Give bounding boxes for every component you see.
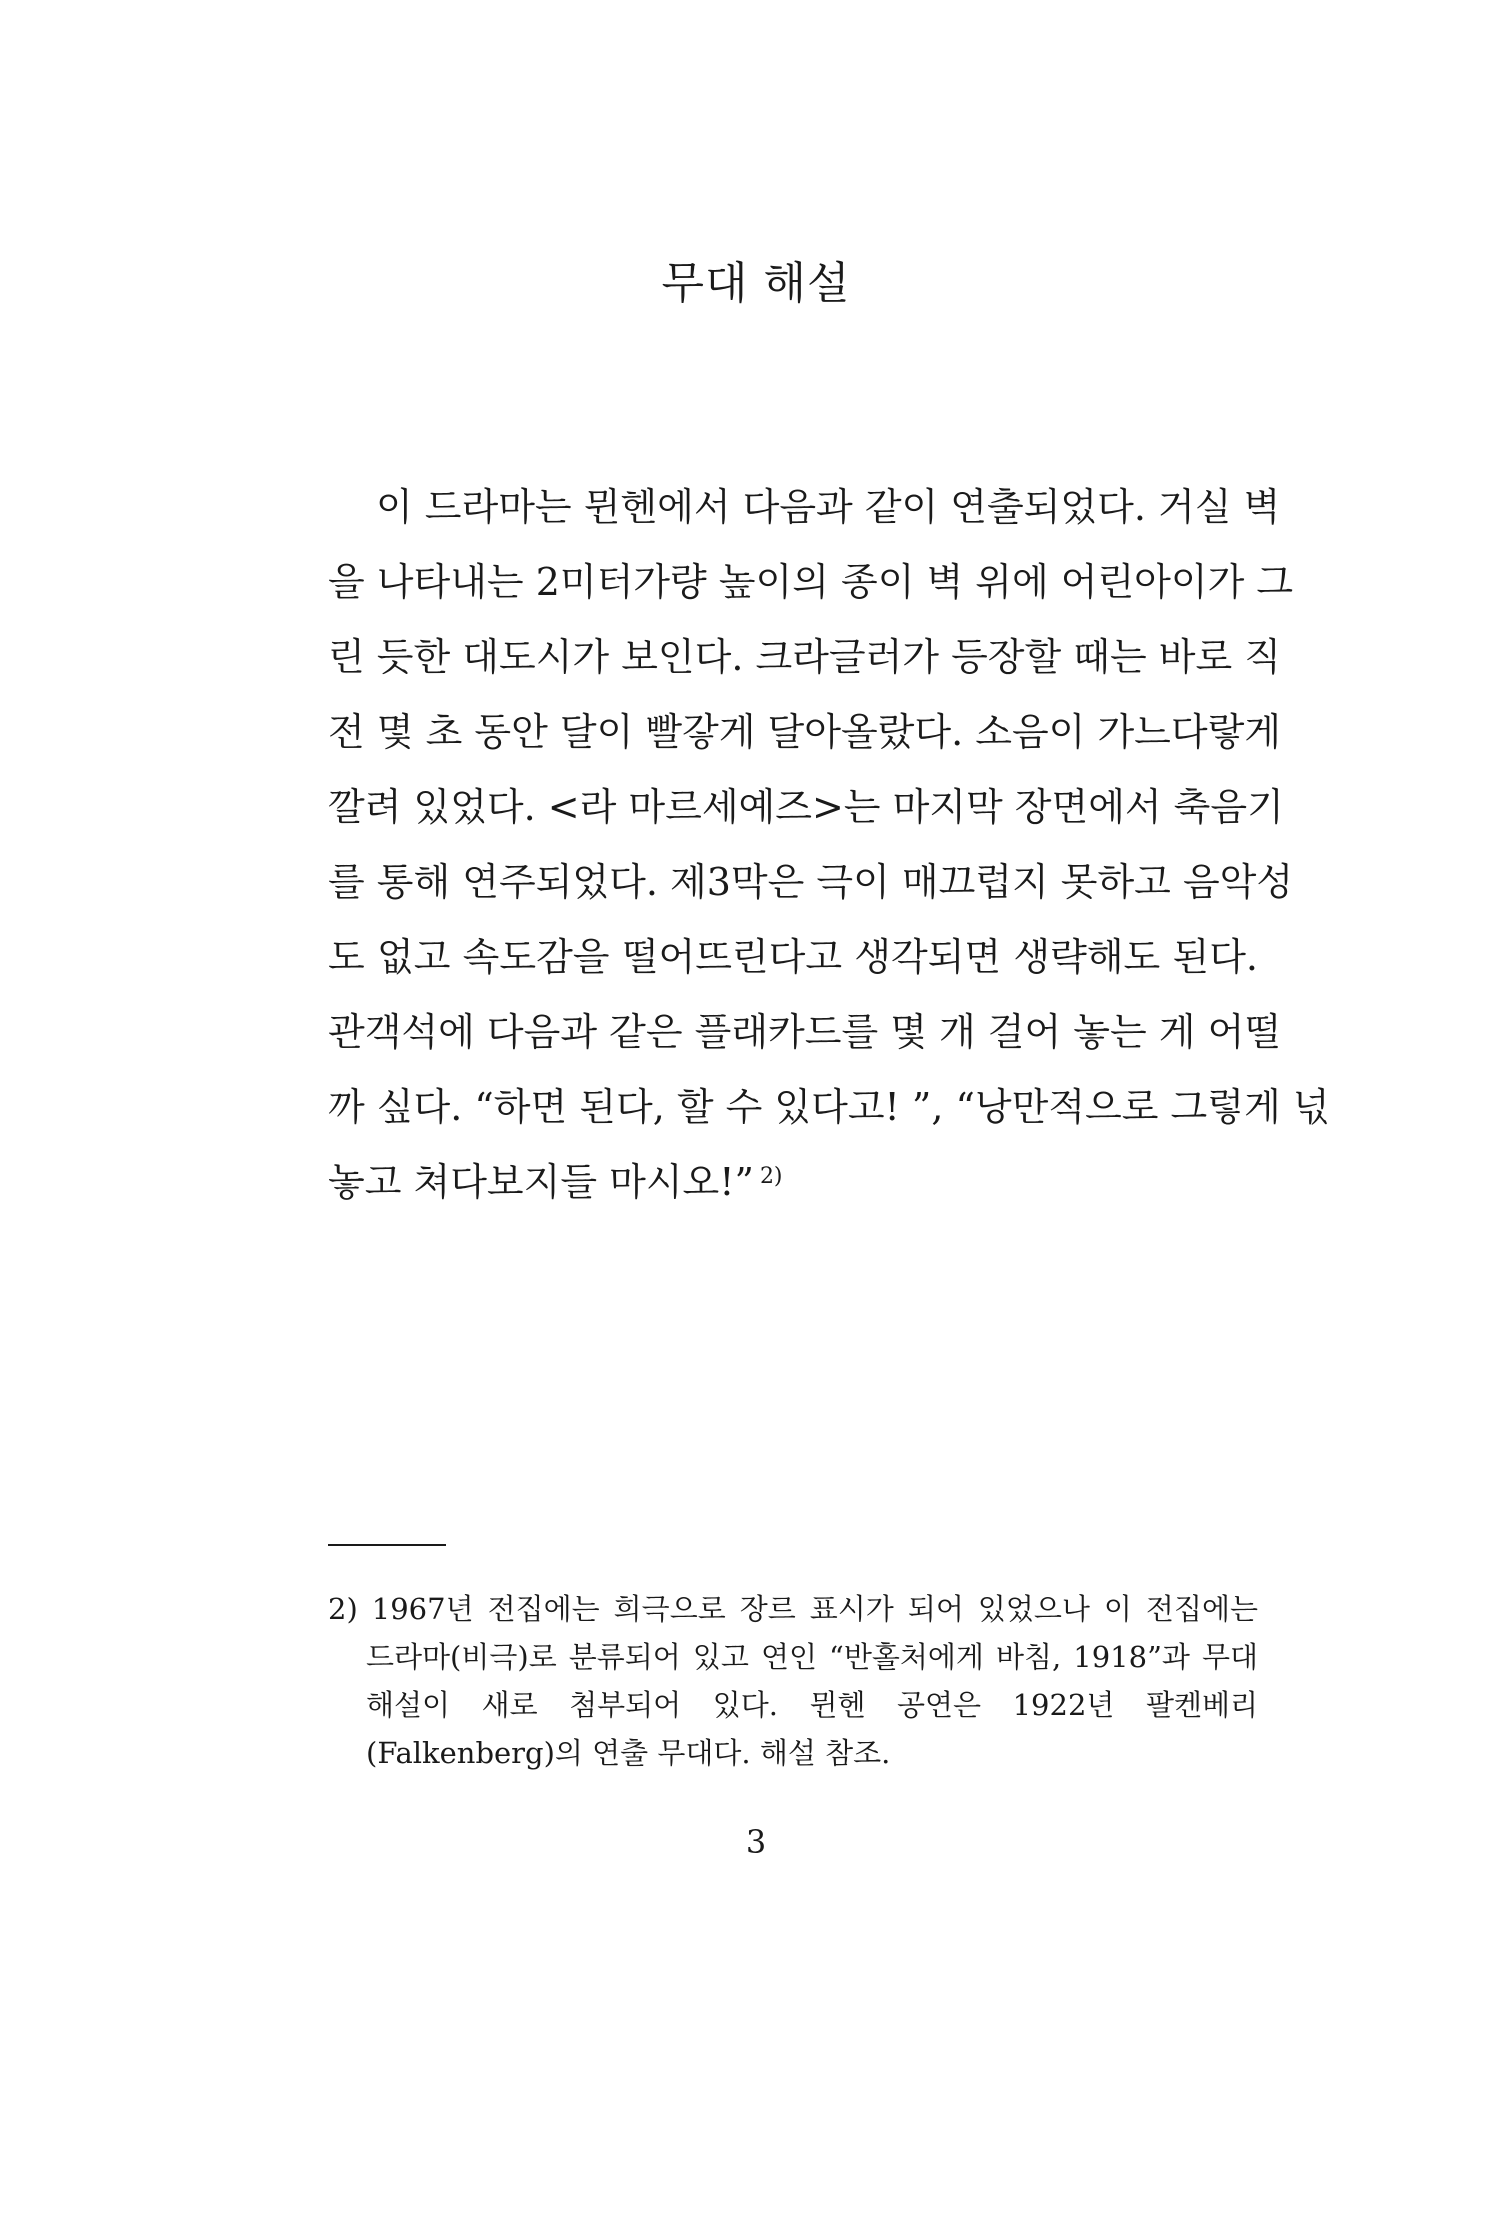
body-line: 린 듯한 대도시가 보인다. 크라글러가 등장할 때는 바로 직 (328, 635, 1281, 679)
footnote-divider (328, 1544, 446, 1546)
footnote-line: 해설이 새로 첨부되어 있다. 뮌헨 공연은 1922년 팔켄베리 (366, 1688, 1258, 1722)
stage-notes-paragraph (328, 470, 1330, 1220)
footnote-reference[interactable]: 2) (759, 1164, 783, 1189)
body-line: 을 나타내는 2미터가량 높이의 종이 벽 위에 어린아이가 그 (328, 560, 1294, 604)
footnote (328, 1585, 1258, 1777)
page-number: 3 (745, 1823, 767, 1861)
page-title: 무대 해설 (661, 258, 851, 309)
body-line-text: 놓고 쳐다보지들 마시오!” (328, 1160, 754, 1204)
body-line: 관객석에 다음과 같은 플래카드를 몇 개 걸어 놓는 게 어떨 (328, 1010, 1281, 1054)
body-line: 를 통해 연주되었다. 제3막은 극이 매끄럽지 못하고 음악성 (328, 860, 1294, 904)
footnote-line: 드라마(비극)로 분류되어 있고 연인 “반홀처에게 바침, 1918”과 무대 (366, 1640, 1258, 1674)
body-line: 까 싶다. “하면 된다, 할 수 있다고! ”, “낭만적으로 그렇게 넋 (328, 1085, 1330, 1129)
body-line-last (328, 1145, 1258, 1220)
body-line: 도 없고 속도감을 떨어뜨린다고 생각되면 생략해도 된다. (328, 935, 1258, 979)
body-line: 전 몇 초 동안 달이 빨갛게 달아올랐다. 소음이 가느다랗게 (328, 710, 1281, 754)
body-line: 깔려 있었다. <라 마르세예즈>는 마지막 장면에서 축음기 (328, 785, 1284, 829)
body-line: 이 드라마는 뮌헨에서 다음과 같이 연출되었다. 거실 벽 (376, 485, 1281, 529)
footnote-line: 2) 1967년 전집에는 희극으로 장르 표시가 되어 있었으나 이 전집에는 (328, 1592, 1258, 1626)
footnote-line: (Falkenberg)의 연출 무대다. 해설 참조. (366, 1736, 891, 1770)
